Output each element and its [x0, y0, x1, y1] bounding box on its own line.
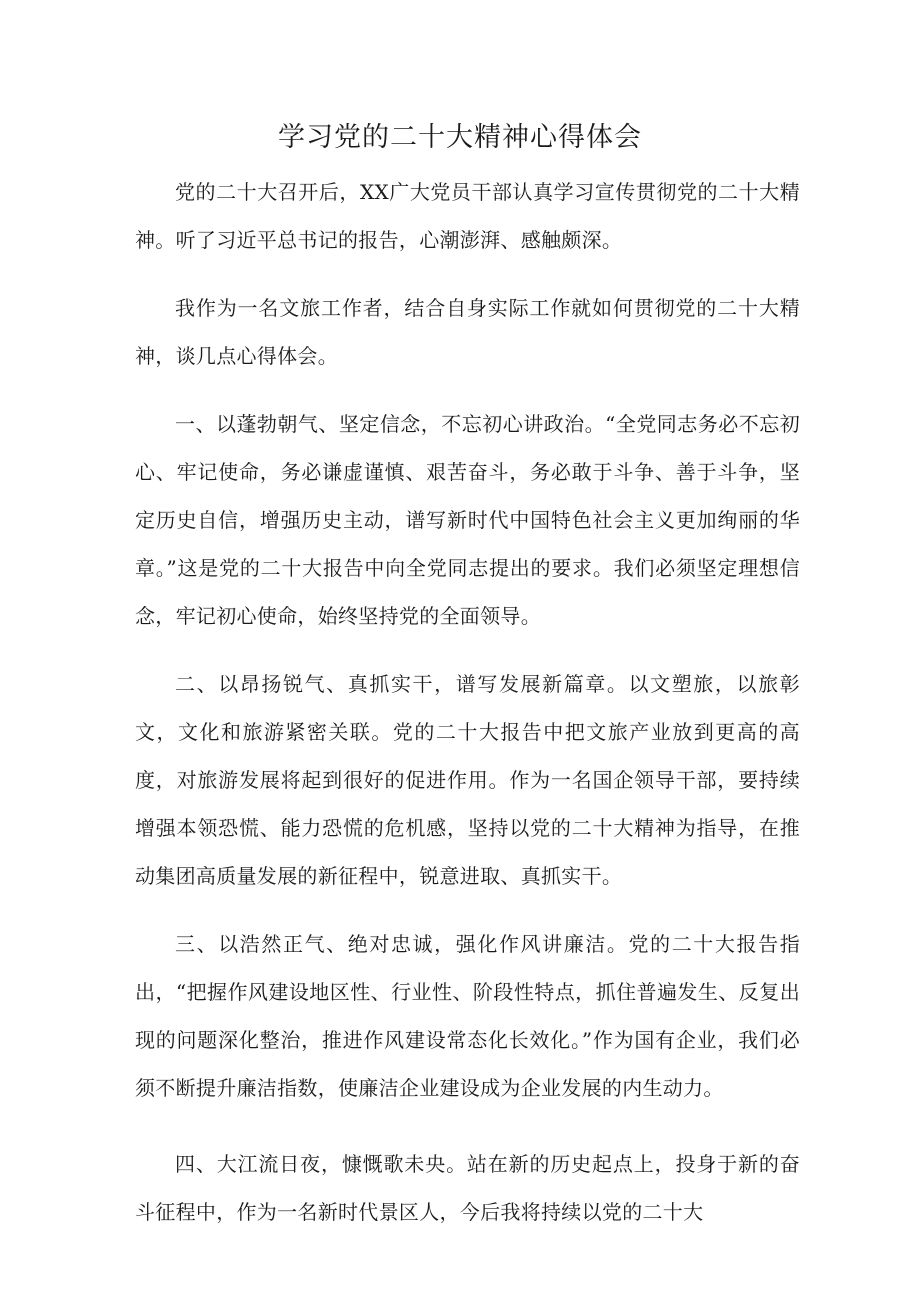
document-title: 学习党的二十大精神心得体会 — [278, 122, 642, 153]
paragraph-point-two: 二、以昂扬锐气、真抓实干，谱写发展新篇章。以文塑旅，以旅彰文，文化和旅游紧密关联。党的二十大报告中把文旅产业放到更高的高度，对旅游发展将起到很好的促进作用。作为一名国企领导干部，要持续增强本领恐慌、能力恐慌的危机感，坚持以党的二十大精神为指导，在推动集团高质量发展的新征程中，锐意进取、真抓实干。 — [135, 672, 800, 888]
paragraph-point-three: 三、以浩然正气、绝对忠诚，强化作风讲廉洁。党的二十大报告指出，“把握作风建设地区性、行业性、阶段性特点，抓住普遍发生、反复出现的问题深化整治，推进作风建设常态化长效化。”作为国有企业，我们必须不断提升廉洁指数，使廉洁企业建设成为企业发展的内生动力。 — [135, 932, 800, 1100]
document-body — [135, 168, 800, 1256]
paragraph-intro: 党的二十大召开后，XX广大党员干部认真学习宣传贯彻党的二十大精神。听了习近平总书记的报告，心潮澎湃、感触颇深。 — [135, 180, 800, 252]
paragraph-point-four: 四、大江流日夜，慷慨歌未央。站在新的历史起点上，投身于新的奋斗征程中，作为一名新时代景区人，今后我将持续以党的二十大 — [135, 1152, 800, 1224]
paragraph-point-one: 一、以蓬勃朝气、坚定信念，不忘初心讲政治。“全党同志务必不忘初心、牢记使命，务必谦虚谨慎、艰苦奋斗，务必敢于斗争、善于斗争，坚定历史自信，增强历史主动，谱写新时代中国特色社会主义更加绚丽的华章。”这是党的二十大报告中向全党同志提出的要求。我们必须坚定理想信念，牢记初心使命，始终坚持党的全面领导。 — [135, 412, 800, 628]
paragraph-purpose: 我作为一名文旅工作者，结合自身实际工作就如何贯彻党的二十大精神，谈几点心得体会。 — [135, 296, 800, 368]
